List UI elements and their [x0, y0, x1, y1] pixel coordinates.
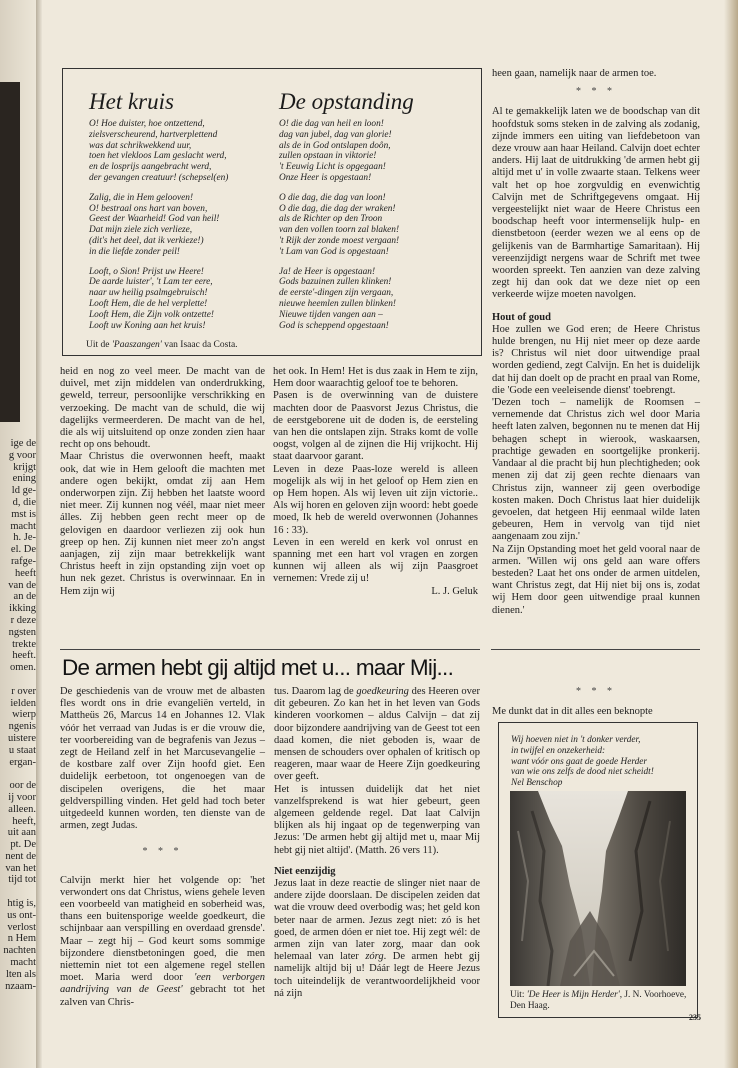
margin-fragment: macht: [10, 520, 36, 532]
poem-line: toen het vlekloos Lam geslacht werd,: [89, 151, 227, 162]
poem-line: Looft uw Koning aan het kruis!: [89, 320, 206, 331]
paragraph: Na Zijn Opstanding moet het geld vooral naar de armen. 'Willen wij ons geld aan ware offers besteden? Laat het ons onder de armen uitdelen, want Christus zegt, dat Hij niet bij ons is, zodat wij Hem door geen uitwendige praal kunnen dienen.': [492, 543, 700, 616]
margin-fragment: mst is: [11, 508, 36, 520]
paragraph: Leven in een wereld en kerk vol onrust en spanning met een hart vol vragen en zorgen kunnen wij alleen als wij zijn Paasgroet vernemen: Vrede zij u!: [273, 536, 478, 585]
margin-fragment: ld ge-: [11, 485, 36, 497]
quote-line: in twijfel en onzekerheid:: [511, 745, 606, 756]
quote-line: van wie ons zelfs de dood niet scheidt!: [511, 767, 654, 778]
poem-line: O! die dag van heil en loon!: [279, 119, 384, 129]
previous-page-dark-photo: [0, 82, 20, 422]
section-divider: * * *: [576, 686, 616, 697]
paragraph: Pasen is de overwinning van de duistere machten door de Paasvorst Jezus Christus, die de eerstgeborene uit de doden is, de eersteling van hen die ontslapen zijn. Straks komt de volle oogst, volgen al de zijnen die Hij vrijkocht. Hij staat daarvoor garant.: [273, 390, 478, 463]
margin-fragment: h. Je-: [13, 532, 36, 544]
poem-line: en de losprijs aangebracht werd,: [89, 162, 212, 173]
margin-fragment: alleen.: [8, 803, 36, 815]
margin-fragment: [0, 886, 36, 898]
poem-line: God is scheppend opgestaan!: [279, 320, 389, 331]
margin-fragment: oor de: [9, 780, 36, 792]
section-heading-niet-eenzijdig: Niet eenzijdig: [274, 865, 336, 877]
paragraph: Me dunkt dat in dit alles een beknopte: [492, 706, 653, 718]
paragraph: Hoe zullen we God eren; de Heere Christus hulde brengen, nu Hij niet meer op deze aarde is? Christus wil niet door uitwendige praal worden gediend, zegt Calvijn. En het is duidelijk dat hij dan doelt op de pracht en praal van Rome, die 'Gode een veeleisende dienst' toebrengt.: [492, 323, 700, 396]
poem-line: de eerste'-dingen zijn vergaan,: [279, 288, 394, 299]
poem-title-de-opstanding: De opstanding: [279, 89, 414, 114]
poem-stanza: [89, 267, 228, 332]
margin-fragment: trekte: [12, 638, 36, 650]
article-title: De armen hebt gij altijd met u... maar Mij...: [62, 655, 454, 680]
column-5: [274, 686, 480, 1000]
poem-line: zullen opstaan in viktorie!: [279, 151, 377, 162]
margin-fragment: tijd tot: [8, 874, 36, 886]
poem-title-het-kruis: Het kruis: [89, 89, 174, 114]
poem-line: (dit's het deel, dat ik verkieze!): [89, 235, 204, 246]
poem-line: naar uw heilig psalmgebruisch!: [89, 288, 208, 299]
poem-stanza: [89, 119, 228, 184]
poem-line: was dat schrikwekkend uur,: [89, 140, 192, 151]
margin-fragment: r deze: [10, 614, 36, 626]
margin-fragment: htig is,: [7, 898, 36, 910]
poem-line: O die dag, die dag van loon!: [279, 192, 386, 203]
poem-line: 't Lam van God is opgestaan!: [279, 246, 389, 257]
margin-fragment: ngsten: [8, 626, 36, 638]
paragraph: Jezus laat in deze reactie de slinger niet naar de andere zijde doorslaan. De discipelen zeiden dat wat die vrouw deed overbodig was; het geld kon beter naar de armen. Jezus zegt niet: zó is het goed, de armen dóen er niet toe. Hij zegt wél: de armen zijn van later zorg, maar dan ook helemaal van later zórg. De armen hebt gij namelijk altijd bij u! Dáár legt de Heere Jezus toch uiteindelijk de verantwoordelijkheid voor ná zijn: [274, 878, 480, 999]
margin-fragment: ielden: [10, 697, 36, 709]
paragraph: heen gaan, namelijk naar de armen toe.: [492, 68, 657, 79]
poem-stanza: [89, 193, 228, 258]
poem-line: Nieuwe tijden vangen aan –: [279, 309, 383, 320]
paragraph: Maar Christus die overwonnen heeft, maakt ook, dat wie in Hem gelooft die machten met andere ogen bekijkt, omdat zij aan Hem onderworpen zijn. Zij hebben het laatste woord niet meer. Zij kunnen nog véél, maar niet meer álles. Zij hebben geen recht meer op de gelovigen en daardoor verliezen zij ook hun greep op hen. Zij kunnen niet meer zo'n angst aanjagen, zij zijn maar betrekkelijk want Christus heeft in zijn opstanding zijn voet op hun nek gezet. Christus is overwinnaar. En in Hem zijn wij: [60, 451, 265, 597]
margin-fragment: ngenis: [8, 721, 36, 733]
poem-line: als de Richter op den Troon: [279, 214, 383, 225]
margin-fragment: r over: [11, 685, 36, 697]
quote-line: want vóór ons gaat de goede Herder: [511, 756, 647, 767]
poem-line: O! Hoe duister, hoe ontzettend,: [89, 119, 205, 129]
photo-caption: Uit: 'De Heer is Mijn Herder', J. N. Voorhoeve, Den Haag.: [510, 990, 687, 1011]
photo-quote: [511, 735, 654, 789]
margin-fragment: ij voor: [8, 791, 36, 803]
poem-line: Ja! de Heer is opgestaan!: [279, 266, 376, 277]
paragraph: het ook. In Hem! Het is dus zaak in Hem te zijn, Hem door waarachtig geloof toe te behoren.: [273, 366, 478, 390]
column-3: [492, 68, 700, 617]
poem-line: Looft Hem, die de hel verplette!: [89, 298, 208, 309]
section-heading-hout-of-goud: Hout of goud: [492, 311, 551, 323]
paragraph: De geschiedenis van de vrouw met de albasten fles wordt ons in drie evangeliën verteld, in Mattheüs 26, Marcus 14 en Johannes 12. Vlak vóór het verraad van Judas is er die vrouw die, ter voorbereiding van de begrafenis van Jezus – zegt de Heiland zelf in het Marcusevangelie – de kostbare zalf over Zijn hoofd giet. Een duidelijk eerbetoon, tot ongenoegen van de discipelen overigens, die het maar geldverspilling vinden. Het geld had toch beter uitgedeeld kunnen worden, ten dienste van de armen, zegt Judas.: [60, 686, 265, 832]
margin-fragment: us ont-: [7, 909, 36, 921]
margin-fragment: ige de: [10, 438, 36, 449]
margin-fragment: d, die: [12, 496, 36, 508]
poem-stanza: [279, 193, 399, 258]
poem-box: [62, 68, 482, 356]
poem-line: Looft Hem, die Zijn volk ontzette!: [89, 309, 214, 320]
margin-fragment: ikking: [9, 603, 36, 615]
paragraph: heid en nog zo veel meer. De macht van de duivel, met zijn middelen van onderdrukking, geweld, terreur, persoonlijke verschrikking en verzoeking. De macht van de schuld, die wij dagelijks vermeerderen. De macht van de hel, die als wij uitsluitend op onze zonden zien haar recht op ons behoudt.: [60, 366, 265, 451]
margin-fragment: g voor: [8, 449, 36, 461]
margin-fragment: el. De: [10, 544, 36, 556]
poem-line: zielsverscheurend, hartverplettend: [89, 129, 218, 140]
poem-line: der gevangen creatuur! (schepsel(en): [89, 172, 229, 183]
paragraph: tus. Daarom lag de goedkeuring des Heeren over dit gebeuren. Zo kan het in het leven van Gods kinderen voorkomen – aldus Calvijn – dat zij door bijzondere aandrijving van de Geest tot een daad komen, die niet geboden is, waar de mensen de schouders over ophalen of kritisch op reageren, maar waar de Heere Zijn goedkeuring over geeft.: [274, 686, 481, 783]
poem-line: Dat mijn ziele zich verlieze,: [89, 225, 193, 236]
poem-line: Looft, o Sion! Prijst uw Heere!: [89, 266, 204, 277]
margin-fragment: macht: [10, 957, 36, 969]
poem-line: Zalig, die in Hem gelooven!: [89, 192, 194, 203]
poem-line: 't Rijk der zonde moest vergaan!: [279, 235, 400, 246]
margin-fragment: nachten: [3, 945, 36, 957]
photo-box: [498, 722, 698, 1018]
margin-fragment: n Hem: [7, 933, 36, 945]
column-2: [273, 366, 478, 598]
book-spine: [36, 0, 42, 1068]
poem-line: van den vollen toorn zal blaken!: [279, 225, 400, 236]
margin-fragment: lten als: [5, 968, 36, 980]
margin-fragment: van de: [8, 579, 36, 591]
page-number: 235: [689, 1013, 701, 1022]
margin-fragment: krijgt: [13, 461, 36, 473]
poem-stanza: [279, 267, 399, 332]
poem-line: 't Eeuwig Licht is opgegaan!: [279, 162, 386, 173]
divider-rule: [491, 649, 700, 650]
poem-caption: Uit de 'Paaszangen' van Isaac da Costa.: [86, 340, 238, 350]
margin-fragment: rafge-: [10, 555, 36, 567]
margin-fragment: an de: [13, 591, 36, 603]
quote-line: Wij hoeven niet in 't donker verder,: [511, 735, 641, 745]
poem-stanza: [279, 119, 399, 184]
margin-fragment: [0, 674, 36, 686]
margin-fragment: pt. De: [10, 839, 36, 851]
column-4: [60, 686, 265, 1009]
margin-fragment: uistere: [8, 732, 36, 744]
margin-fragment: ening: [12, 473, 36, 485]
poem-line: in die liefde zonder peil!: [89, 246, 180, 257]
poem-line: Geest der Waarheid! God van heil!: [89, 214, 220, 225]
poem-line: O! bestraal ons hart van boven,: [89, 203, 208, 214]
paragraph: Al te gemakkelijk laten we de boodschap van dit hoofdstuk soms steken in de zalving als zodanig, zijnde immers een uiting van liefdebetoon van deze vrouw aan haar Heiland. Calvijn doet echter anders. Hij laat de uitdrukking 'de armen hebt gij altijd met u' in volle zwaarte staan. Telkens weer valt het op hoe zorgvuldig en evenwichtig Calvijn met de Schriftgegevens omgaat. Hij vergeestelijkt niet waar de Heere Christus een boodschap heeft voor intermenselijk hulp- en dienstbetoon (eerder wezen we al eens op de gelijkenis van de Barmhartige Samaritaan). Hij vereenzijdigt nergens waar de Schrift met twee woorden spreekt. Ten aanzien van deze zalving zegt hij dan ook dat we deze niet op een verkeerde wijze moeten navolgen.: [492, 106, 700, 301]
canyon-photo: [510, 791, 686, 986]
paragraph: 'Dezen toch – namelijk de Roomsen – vernemende dat Christus zich wel door Maria heeft laten zalven, begonnen nu te menen dat Hij behagen schept in wierook, waskaarsen, prachtige gewaden en soortgelijke pronkerij. Vandaar al die pracht bij hun plechtigheden; ook menen zij dat zij geen rechte dienaars van Christus zijn, wanneer zij geen overbodige kosten maken. Doch Christus laat hier duidelijk gevoelen, dat hetgeen Hij eenmaal wilde laten gebeuren, Hem in vervolg van tijd niet aangenaam zou zijn.': [492, 397, 700, 543]
poem-line: nieuwe heemlen zullen blinken!: [279, 298, 396, 309]
column-1: [60, 366, 265, 598]
page-edge-shadow: [724, 0, 738, 1068]
paragraph: Het is intussen duidelijk dat het niet vanzelfsprekend is wat hier gebeurt, geen algemeen geldende regel. Dat laat Calvijn blijken als hij ingaat op de tegenwerping van Jezus: 'De armen hebt gij altijd met u, maar Mij hebt gij niet altijd'. (Matth. 26 vers 11).: [274, 783, 480, 856]
margin-fragment: nent de: [5, 850, 36, 862]
margin-fragment: heeft,: [12, 815, 36, 827]
poem-line: Onze Heer is opgestaan!: [279, 172, 372, 183]
quote-line: Nel Benschop: [511, 778, 563, 789]
margin-fragment: [0, 768, 36, 780]
margin-fragment: van het: [5, 862, 36, 874]
divider-rule: [60, 649, 480, 650]
margin-fragment: verlost: [7, 921, 36, 933]
section-divider: * * *: [142, 846, 183, 858]
poem-line: De aarde luister', 't Lam ter eere,: [89, 277, 213, 288]
paragraph: Calvijn merkt hier het volgende op: 'het verwondert ons dat Christus, wiens gehele leven een voorbeeld van matigheid en soberheid was, thans een buitensporige weelde goedkeurt, die schijnbaar aan verspilling en overdaad grensde'. Maar – zegt hij – God keurt soms sommige bijzondere dienstbetoningen goed, die men niettemin niet tot een algemene regel stellen moet. Maria werd door 'een verborgen aandrijving van de Geest' gebracht tot het zalven van Chris-: [60, 874, 265, 1008]
margin-fragment: heeft: [15, 567, 36, 579]
previous-page-text-fragments: [0, 438, 36, 992]
poem-line: als de in God ontslapen doôn,: [279, 140, 391, 151]
poem-de-opstanding: [279, 119, 399, 340]
margin-fragment: ergan-: [9, 756, 36, 768]
margin-fragment: heeft.: [12, 650, 36, 662]
poem-het-kruis: [89, 119, 228, 340]
poem-line: Gods bazuinen zullen klinken!: [279, 277, 392, 288]
margin-fragment: wierp: [12, 709, 36, 721]
margin-fragment: omen.: [10, 662, 36, 674]
margin-fragment: u staat: [8, 744, 36, 756]
margin-fragment: nzaam-: [5, 980, 36, 992]
poem-line: O die dag, die dag der wraken!: [279, 203, 396, 214]
paragraph: Leven in deze Paas-loze wereld is alleen mogelijk als wij in het geloof op Hem zien en op Hem hopen. Als wij leven uit zijn victorie.. Als wij horen en geloven zijn woord: hebt goede moed, Ik heb de wereld overwonnen (Johannes 16 : 33).: [273, 463, 478, 536]
section-divider: * * *: [576, 86, 616, 98]
poem-line: dag van jubel, dag van glorie!: [279, 129, 392, 140]
column-6: [492, 686, 700, 718]
margin-fragment: uit aan: [7, 827, 36, 839]
author-signature: L. J. Geluk: [431, 585, 478, 597]
